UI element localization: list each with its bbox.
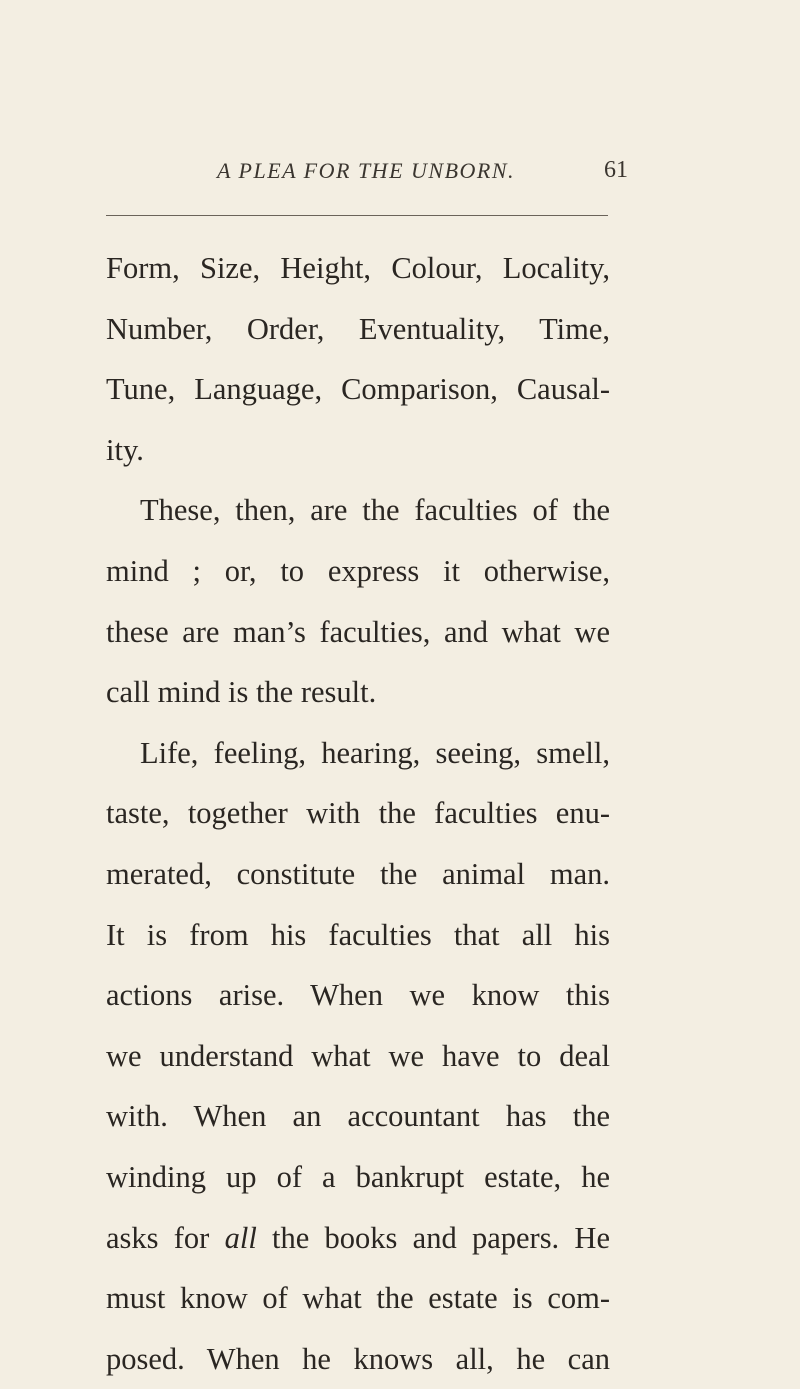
text-line: mind ; or, to express it otherwise, bbox=[106, 553, 610, 588]
text-line: winding up of a bankrupt estate, he bbox=[106, 1159, 610, 1194]
text-line: Form, Size, Height, Colour, Locality, bbox=[106, 251, 610, 285]
paragraph-start-line: Life, feeling, hearing, seeing, smell, bbox=[140, 735, 610, 770]
text-line: merated, constitute the animal man. bbox=[106, 856, 610, 891]
text-line: It is from his faculties that all his bbox=[106, 917, 610, 952]
running-title: A PLEA FOR THE UNBORN. bbox=[216, 158, 516, 183]
page-header bbox=[104, 158, 628, 194]
text-line: Tune, Language, Comparison, Causal- bbox=[106, 372, 610, 407]
text-line: must know of what the estate is com- bbox=[106, 1281, 610, 1316]
text-line: we understand what we have to deal bbox=[106, 1038, 610, 1073]
text-line: posed. When he knows all, he can bbox=[106, 1341, 610, 1376]
body-text bbox=[106, 238, 610, 1389]
italic-emphasis: all bbox=[224, 1220, 257, 1255]
text-line: call mind is the result. bbox=[106, 675, 377, 710]
text-line: these are man’s faculties, and what we bbox=[106, 614, 610, 649]
text-line: ity. bbox=[106, 432, 144, 467]
header-rule bbox=[106, 215, 608, 216]
text-line-with-emphasis bbox=[106, 1208, 610, 1269]
paragraph-start-line: These, then, are the faculties of the bbox=[140, 493, 610, 528]
text-segment: the books and papers. He bbox=[272, 1220, 610, 1255]
page-number: 61 bbox=[604, 157, 628, 183]
text-line: taste, together with the faculties enu- bbox=[106, 796, 610, 831]
text-line: Number, Order, Eventuality, Time, bbox=[106, 311, 610, 346]
text-line: with. When an accountant has the bbox=[106, 1099, 610, 1134]
text-segment: asks for bbox=[106, 1220, 210, 1255]
text-line: actions arise. When we know this bbox=[106, 978, 610, 1013]
